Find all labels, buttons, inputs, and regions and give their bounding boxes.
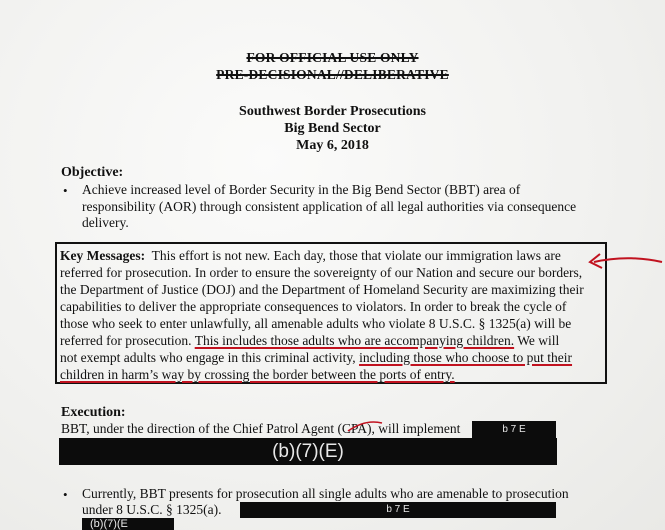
objective-heading: Objective:	[61, 165, 124, 180]
objective-line-2: responsibility (AOR) through consistent application of all legal authorities via consequence	[82, 198, 577, 214]
underlined-children-phrase: This includes those adults who are accompanying children.	[194, 333, 515, 348]
key-messages-line-4: capabilities to deliver the appropriate consequences to violators. In order to break the cycle of	[60, 299, 567, 314]
objective-line-3: delivery.	[82, 215, 129, 231]
objective-bullet: •	[63, 183, 68, 198]
key-messages-line-6: referred for prosecution. This includes those adults who are accompanying children. We will	[60, 333, 560, 348]
current-line-1: Currently, BBT presents for prosecution all single adults who are amenable to prosecution	[82, 486, 569, 501]
title-line-1: Southwest Border Prosecutions	[239, 104, 426, 119]
key-messages-line-3: the Department of Justice (DOJ) and the Department of Homeland Security are maximizing their	[60, 282, 584, 297]
key-messages-label: Key Messages:	[60, 248, 146, 263]
redaction-current-bottom: (b)(7)(E	[82, 518, 174, 530]
key-messages-line-1: Key Messages: This effort is not new. Each day, those that violate our immigration laws are	[60, 248, 561, 263]
underlined-harm-phrase-a: including those who choose to put their	[359, 350, 573, 365]
execution-heading: Execution:	[61, 405, 126, 420]
key-messages-line-8	[60, 367, 455, 384]
current-bullet: •	[63, 487, 68, 502]
key-messages-line-2: referred for prosecution. In order to ensure the sovereignty of our Nation and secure our borders,	[60, 265, 583, 280]
execution-line: BBT, under the direction of the Chief Patrol Agent (CPA), will implement	[61, 421, 461, 436]
title-line-2: Big Bend Sector	[284, 121, 381, 136]
underlined-harm-phrase-b: children in harm’s way by crossing the border between the ports of entry.	[60, 367, 455, 382]
redaction-execution-block: (b)(7)(E)	[59, 438, 557, 465]
objective-line-1: Achieve increased level of Border Security in the Big Bend Sector (BBT) area of	[82, 182, 521, 197]
objective-text	[82, 182, 576, 232]
key-messages-line-5: those who seek to enter unlawfully, all amenable adults who violate 8 U.S.C. § 1325(a) will be	[60, 316, 572, 331]
current-line-2: under 8 U.S.C. § 1325(a).	[82, 502, 222, 517]
redaction-execution-inline: b 7 E	[472, 421, 556, 438]
redaction-current-inline: b 7 E	[240, 502, 556, 518]
key-messages-line-7: not exempt adults who engage in this criminal activity, including those who choose to put their	[60, 350, 573, 365]
title-line-3: May 6, 2018	[296, 138, 369, 153]
marking-predecisional: PRE-DECISIONAL//DELIBERATIVE	[216, 67, 449, 82]
marking-fouo: FOR OFFICIAL USE ONLY	[246, 50, 419, 65]
